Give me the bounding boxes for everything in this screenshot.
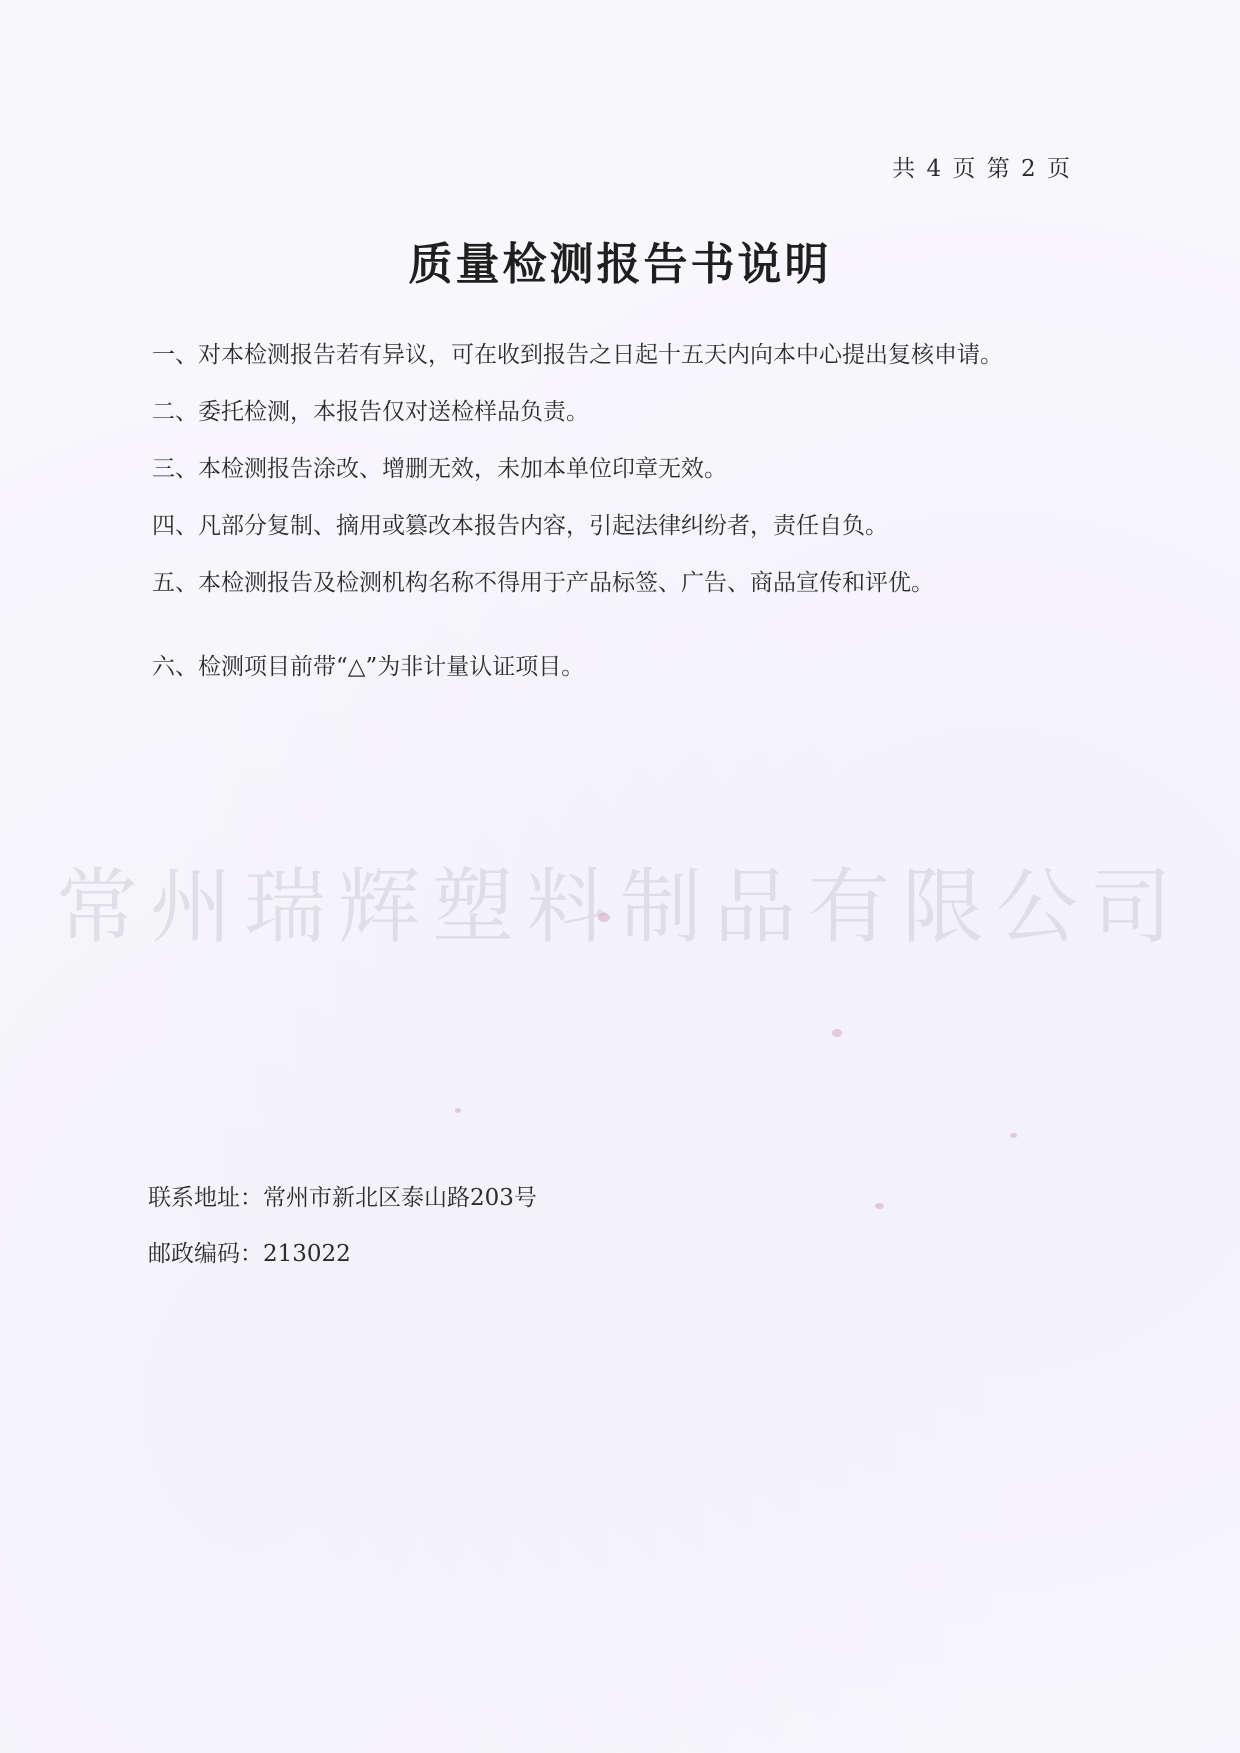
scan-speck (455, 1108, 461, 1113)
contact-postcode: 邮政编码：213022 (148, 1241, 351, 1267)
page-number: 共 4 页 第 2 页 (892, 156, 1072, 182)
clause-2: 二、委托检测，本报告仅对送检样品负责。 (152, 399, 589, 425)
contact-info (148, 1183, 848, 1295)
scan-speck (1010, 1133, 1017, 1138)
contact-address: 联系地址：常州市新北区泰山路203号 (148, 1185, 537, 1211)
clause-6: 六、检测项目前带“△”为非计量认证项目。 (152, 654, 585, 680)
clause-4: 四、凡部分复制、摘用或篡改本报告内容，引起法律纠纷者，责任自负。 (152, 513, 888, 539)
clause-list (152, 340, 1112, 709)
company-watermark: 常州瑞辉塑料制品有限公司 (55, 860, 1184, 955)
clause-5: 五、本检测报告及检测机构名称不得用于产品标签、广告、商品宣传和评优。 (152, 570, 934, 596)
clause-3: 三、本检测报告涂改、增删无效，未加本单位印章无效。 (152, 456, 727, 482)
scan-speck (832, 1029, 842, 1037)
scan-speck (598, 913, 610, 922)
document-title: 质量检测报告书说明 (408, 239, 832, 290)
clause-1: 一、对本检测报告若有异议，可在收到报告之日起十五天内向本中心提出复核申请。 (152, 342, 1003, 368)
scan-speck (875, 1203, 884, 1209)
